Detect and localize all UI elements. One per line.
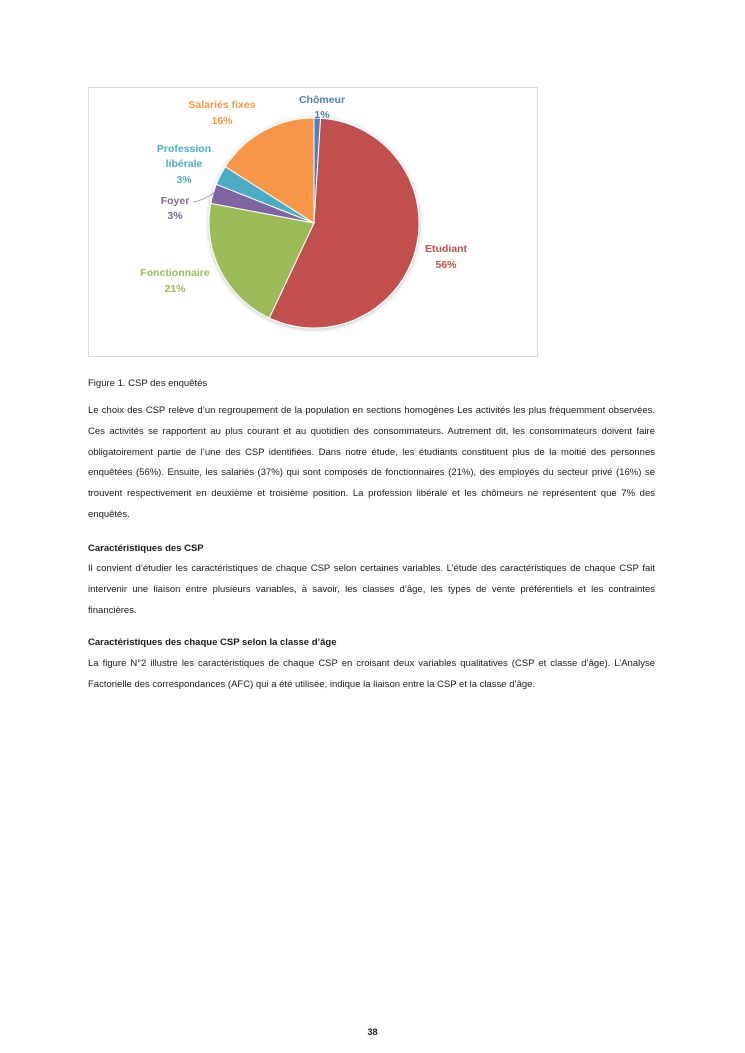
paragraph-csp-choice: Le choix des CSP relève d’un regroupement de la population en sections homogènes Les activités les plus fréquemment observées. Ces activités se rapportent au plus courant et au quotidien des consommateurs. Autrement dit, les consommateurs doivent faire obligatoirement partie de l’une des CSP identifiées. Dans notre étude, les étudiants constituent plus de la moitié des personnes enquêtées (56%). Ensuite, les salariés (37%) qui sont composés de fonctionnaires (21%), des employés du secteur privé (16%) se trouvent respectivement en deuxième et troisième position. La profession libérale et les chômeurs ne représentent que 7% des enquêtés. <box>88 405 655 520</box>
label-profession-pct: 3% <box>176 174 192 186</box>
page-number: 38 <box>367 1027 378 1037</box>
label-salaries-name: Salariés fixes <box>188 99 256 111</box>
label-chomeur-pct: 1% <box>314 109 330 121</box>
pie-chart-svg <box>89 88 539 358</box>
paragraph-afc: La figure N°2 illustre les caractéristiques de chaque CSP en croisant deux variables qualitatives (CSP et classe d’âge). L’Analyse Factorielle des correspondances (AFC) qui a été utilisée, indique la liaison entre la CSP et la classe d’âge. <box>88 658 655 690</box>
label-etudiant-name: Etudiant <box>425 243 467 255</box>
label-chomeur-name: Chômeur <box>298 94 346 106</box>
label-foyer-pct: 3% <box>167 210 183 222</box>
label-etudiant-pct: 56% <box>435 259 457 271</box>
label-profession-line2: libérale <box>165 158 203 170</box>
figure-caption: Figure 1. CSP des enquêtés <box>88 378 208 389</box>
pie-slices <box>209 118 419 328</box>
heading-csp-characteristics: Caractéristiques des CSP <box>88 543 204 554</box>
pie-chart <box>88 87 538 357</box>
paragraph-csp-variables: Il convient d’étudier les caractéristiques de chaque CSP selon certaines variables. L’étude des caractéristiques de chaque CSP fait intervenir une liaison entre plusieurs variables, à savoir, les classes d’âge, les types de vente préférentiels et les contraintes financières. <box>88 563 655 616</box>
label-foyer-name: Foyer <box>160 195 190 207</box>
label-profession-line1: Profession <box>156 143 212 155</box>
label-fonctionnaire-pct: 21% <box>164 283 186 295</box>
heading-csp-age: Caractéristiques des chaque CSP selon la classe d’âge <box>88 637 337 648</box>
label-fonctionnaire-name: Fonctionnaire <box>140 267 210 279</box>
label-salaries-pct: 16% <box>211 115 233 127</box>
